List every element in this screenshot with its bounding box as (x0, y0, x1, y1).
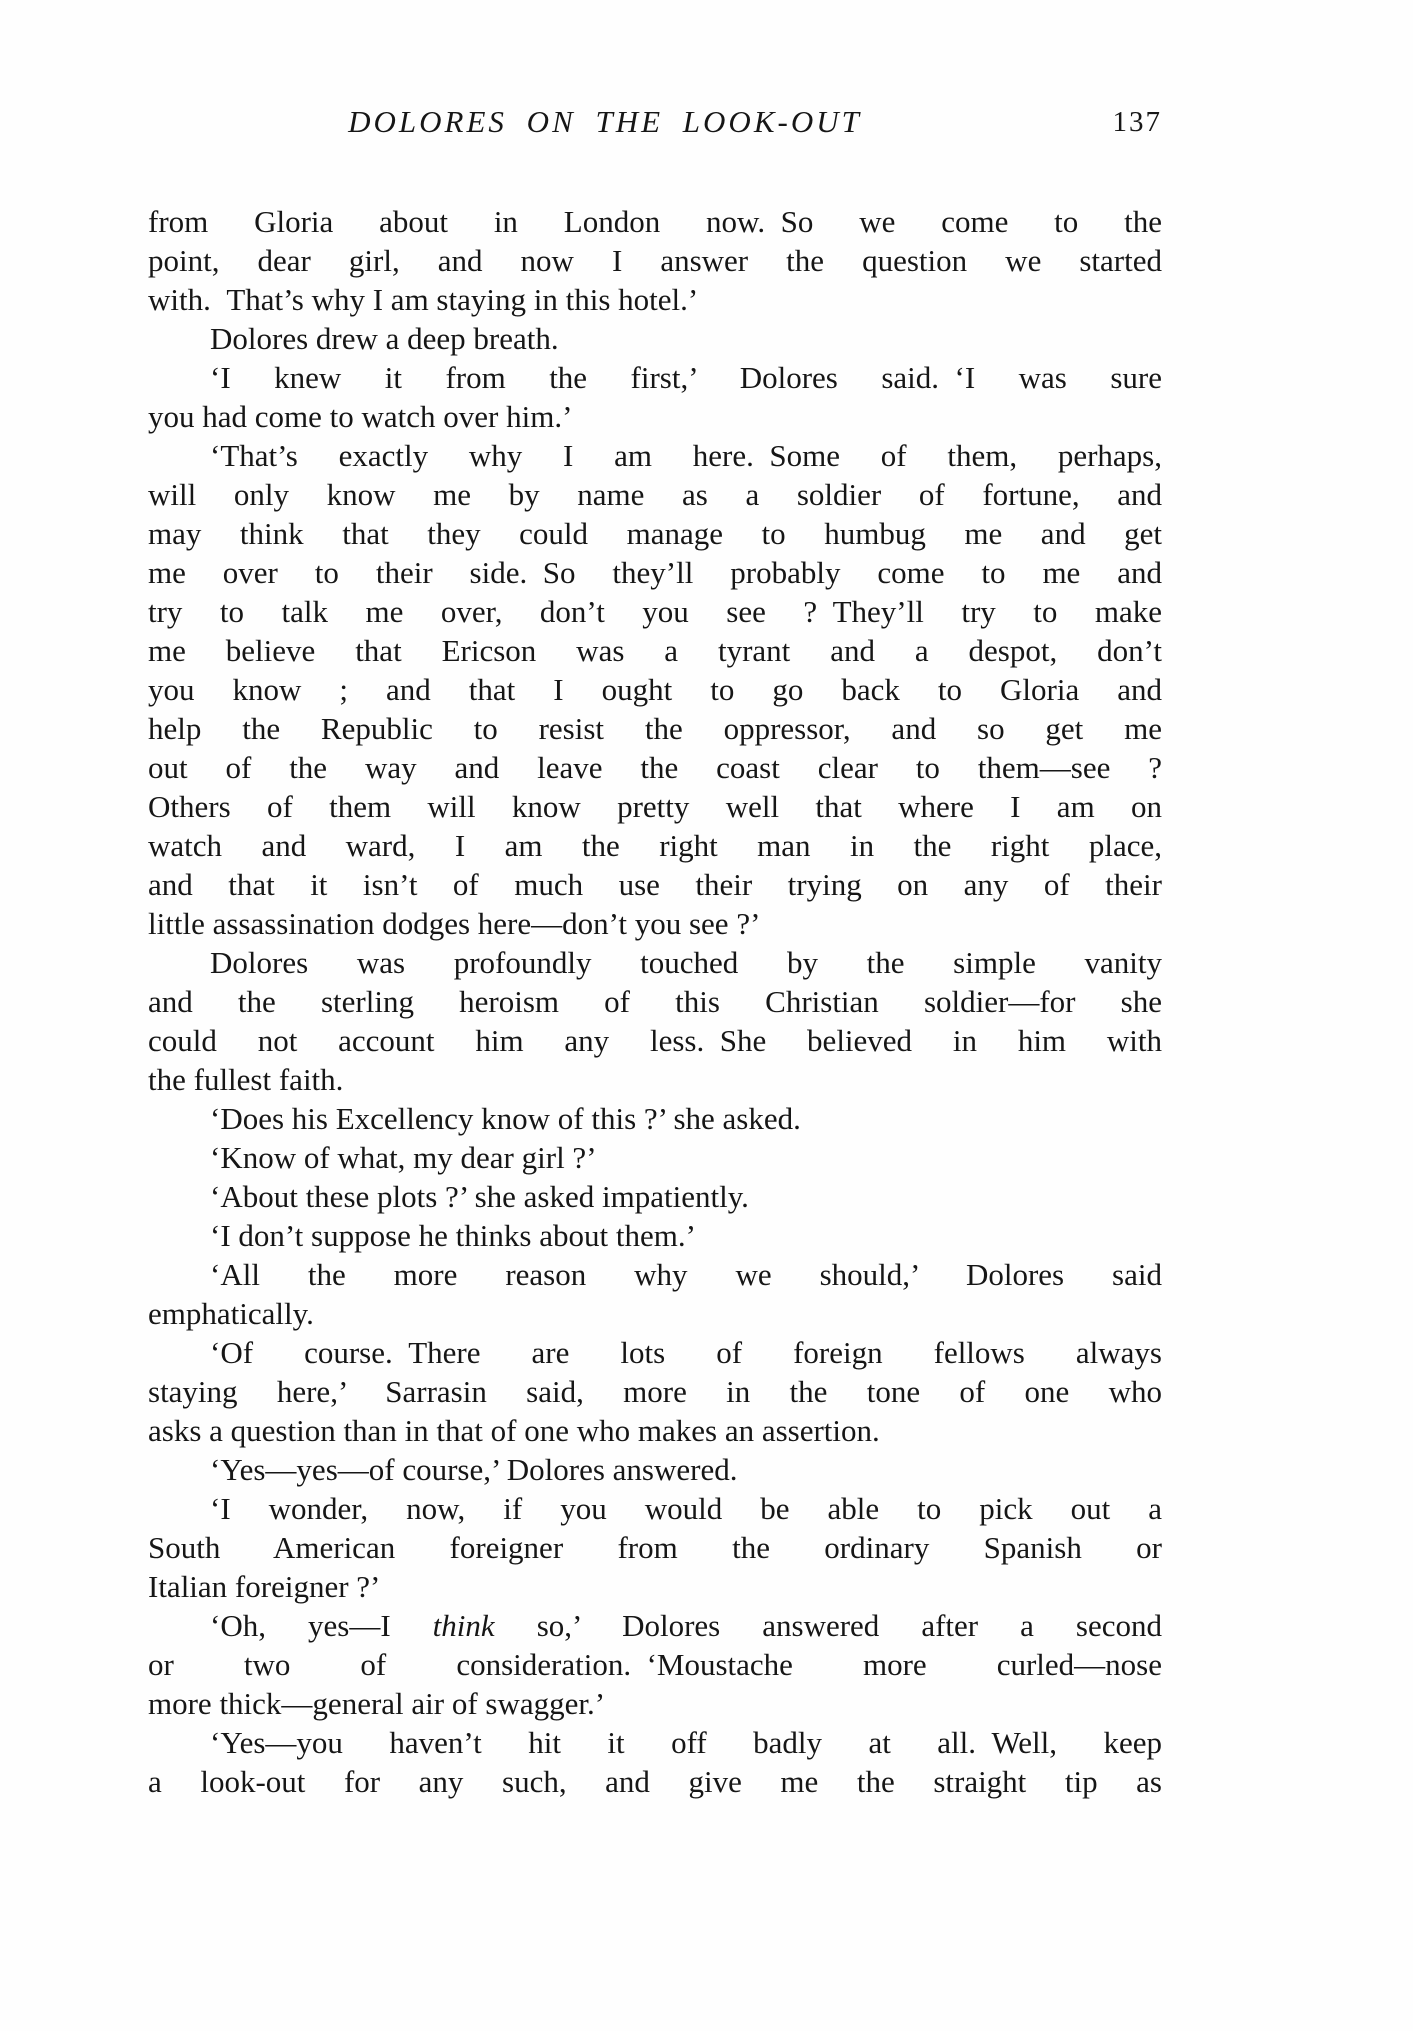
text-line: ‘I knew it from the first,’ Dolores said. ‘I was sure (210, 360, 1162, 395)
running-title: DOLORES ON THE LOOK-OUT (348, 104, 862, 139)
text-line: point, dear girl, and now I answer the question we started (148, 243, 1162, 278)
text-line: me believe that Ericson was a tyrant and a despot, don’t (148, 633, 1162, 668)
text-line: more thick—general air of swagger.’ (148, 1686, 606, 1721)
text-line: ‘Does his Excellency know of this ?’ she asked. (210, 1101, 801, 1136)
text-line: ‘That’s exactly why I am here. Some of them, perhaps, (210, 438, 1162, 473)
text-line: watch and ward, I am the right man in the right place, (148, 828, 1162, 863)
text-line: ‘I wonder, now, if you would be able to pick out a (210, 1491, 1162, 1526)
text-line: South American foreigner from the ordinary Spanish or (148, 1530, 1162, 1565)
text-line: out of the way and leave the coast clear to them—see ? (148, 750, 1162, 785)
text-line: Others of them will know pretty well that where I am on (148, 789, 1162, 824)
text-line: help the Republic to resist the oppressor, and so get me (148, 711, 1162, 746)
text-line: you had come to watch over him.’ (148, 399, 573, 434)
text-line: ‘Yes—you haven’t hit it off badly at all. Well, keep (210, 1725, 1162, 1760)
text-line: the fullest faith. (148, 1062, 344, 1097)
text-line: Italian foreigner ?’ (148, 1569, 381, 1604)
text-segment: so,’ Dolores answered after a second (494, 1608, 1163, 1643)
text-segment: ‘Oh, yes—I (210, 1608, 433, 1643)
text-line: from Gloria about in London now. So we come to the (148, 204, 1162, 239)
text-line: ‘Of course. There are lots of foreign fellows always (210, 1335, 1162, 1370)
text-line: with. That’s why I am staying in this hotel.’ (148, 282, 699, 317)
page-text (148, 202, 1162, 1801)
text-line: Dolores was profoundly touched by the simple vanity (210, 945, 1162, 980)
text-line: ‘Know of what, my dear girl ?’ (210, 1140, 597, 1175)
text-line: Dolores drew a deep breath. (210, 321, 559, 356)
text-line: and that it isn’t of much use their trying on any of their (148, 867, 1162, 902)
text-line: staying here,’ Sarrasin said, more in the tone of one who (148, 1374, 1162, 1409)
text-line: ‘All the more reason why we should,’ Dolores said (210, 1257, 1162, 1292)
text-line: me over to their side. So they’ll probably come to me and (148, 555, 1162, 590)
text-line: ‘Yes—yes—of course,’ Dolores answered. (210, 1452, 738, 1487)
text-line (148, 1606, 1162, 1645)
text-line: asks a question than in that of one who makes an assertion. (148, 1413, 880, 1448)
text-line: will only know me by name as a soldier of fortune, and (148, 477, 1162, 512)
italic-word: think (432, 1608, 495, 1643)
text-line: ‘I don’t suppose he thinks about them.’ (210, 1218, 696, 1253)
page-number: 137 (1112, 106, 1162, 138)
text-line: try to talk me over, don’t you see ? They’ll try to make (148, 594, 1162, 629)
text-line: or two of consideration. ‘Moustache more curled—nose (148, 1647, 1162, 1682)
text-line: and the sterling heroism of this Christian soldier—for she (148, 984, 1162, 1019)
text-block (148, 104, 1162, 1801)
text-line: little assassination dodges here—don’t you see ?’ (148, 906, 761, 941)
text-line: a look-out for any such, and give me the straight tip as (148, 1764, 1162, 1799)
text-line: could not account him any less. She believed in him with (148, 1023, 1162, 1058)
text-line: may think that they could manage to humbug me and get (148, 516, 1162, 551)
text-line: emphatically. (148, 1296, 314, 1331)
running-header (148, 104, 1162, 146)
text-line: ‘About these plots ?’ she asked impatiently. (210, 1179, 749, 1214)
text-line: you know ; and that I ought to go back to Gloria and (148, 672, 1162, 707)
